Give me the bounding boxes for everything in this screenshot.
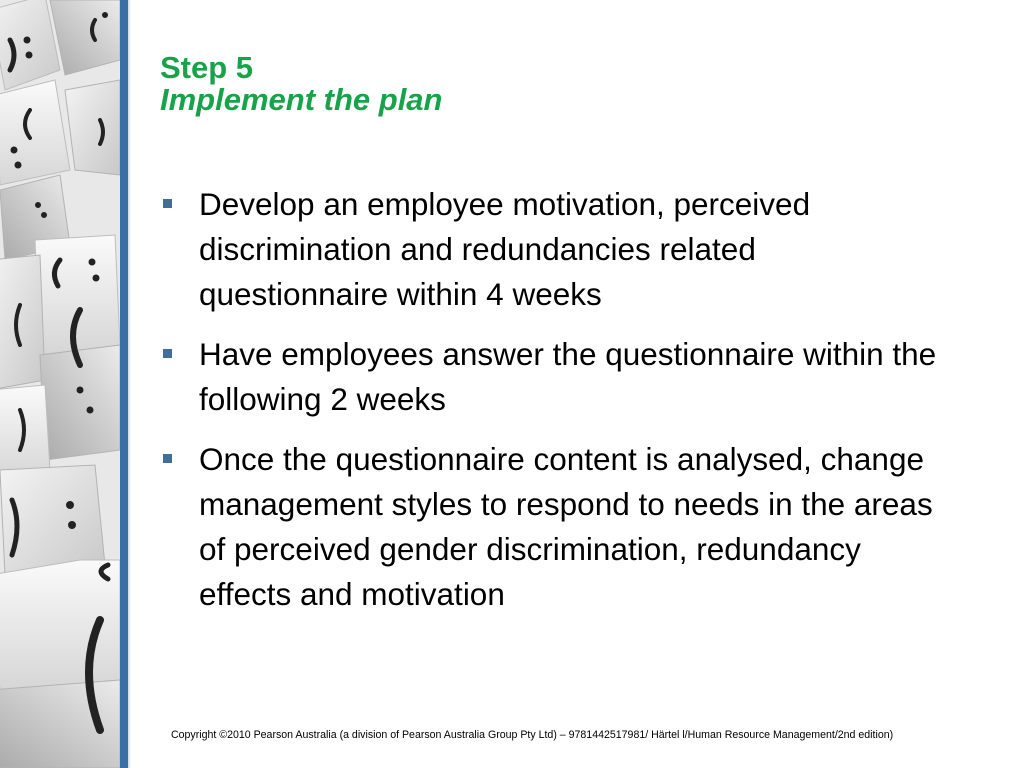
title-subtitle: Implement the plan <box>160 82 443 117</box>
bullet-item <box>160 182 940 317</box>
slide-title <box>160 52 442 116</box>
accent-bar <box>120 0 128 768</box>
bullet-list <box>160 182 940 632</box>
copyright-footer: Copyright ©2010 Pearson Australia (a division of Pearson Australia Group Pty Ltd) – 9781442517981/ Härtel l/Human Resource Management/2nd edition) <box>171 729 894 741</box>
accent-bar-shadow <box>128 0 131 768</box>
emoticon-dice-image <box>0 0 120 768</box>
bullet-item <box>160 332 940 422</box>
bullet-text: Develop an employee motivation, perceived discrimination and redundancies related questionnaire within 4 weeks <box>199 186 811 312</box>
square-bullet-icon <box>163 199 172 208</box>
bullet-item <box>160 437 940 617</box>
square-bullet-icon <box>163 454 172 463</box>
bullet-text: Have employees answer the questionnaire within the following 2 weeks <box>199 336 937 417</box>
title-step: Step 5 <box>160 50 254 85</box>
square-bullet-icon <box>163 349 172 358</box>
bullet-text: Once the questionnaire content is analysed, change management styles to respond to needs in the areas of perceived gender discrimination, redundancy effects and motivation <box>199 441 933 612</box>
